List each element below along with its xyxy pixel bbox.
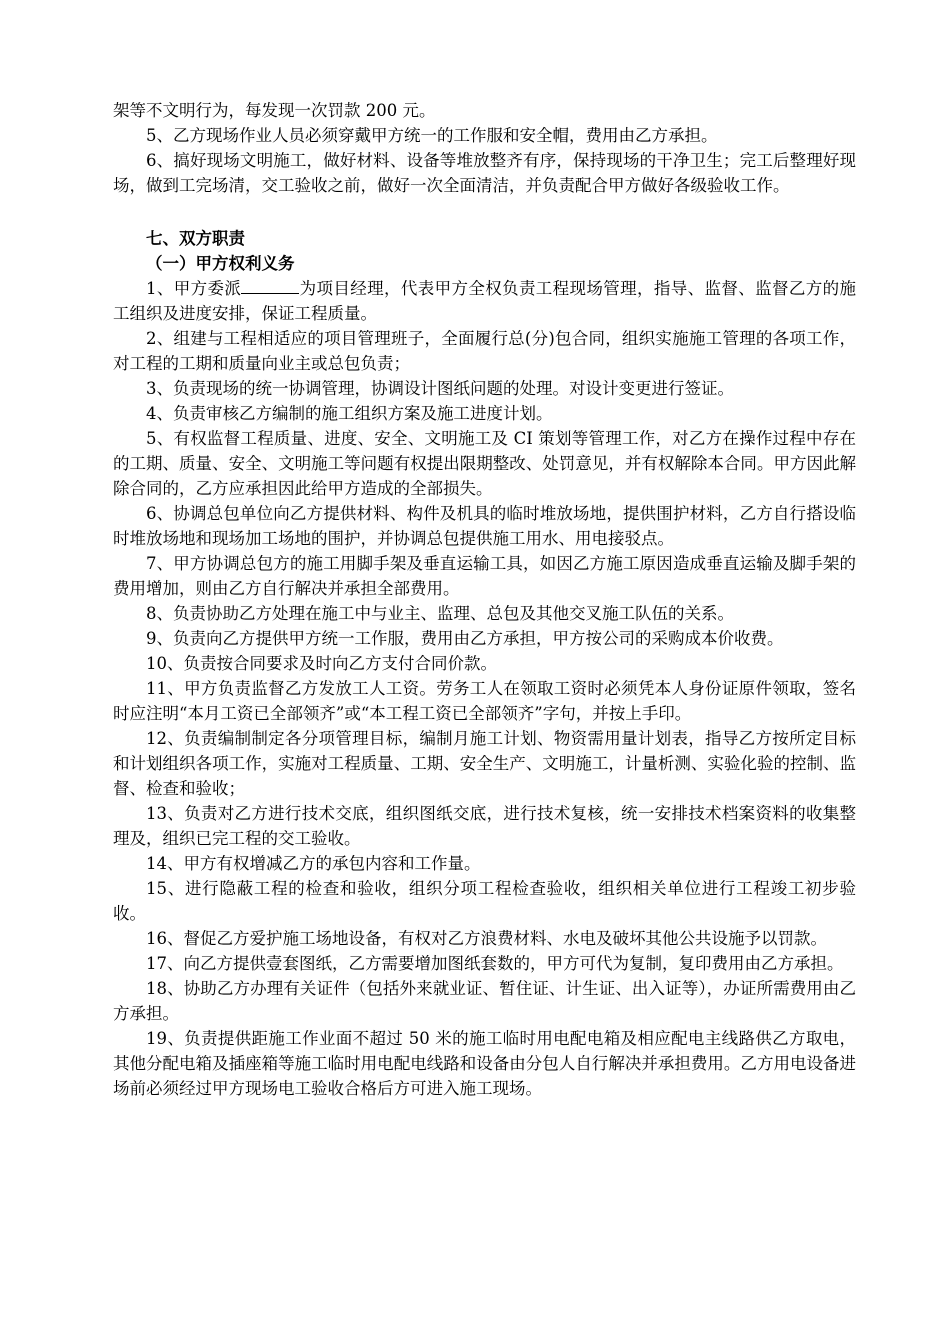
intro-paragraph: 架等不文明行为，每发现一次罚款 200 元。 <box>113 101 436 120</box>
intro-paragraph: 6、搞好现场文明施工，做好材料、设备等堆放整齐有序，保持现场的干净卫生；完工后整理好现场，做到工完场清，交工验收之前，做好一次全面清洁，并负责配合甲方做好各级验收工作。 <box>113 151 856 195</box>
item1-suffix: 为项目经理，代表甲方全权负责工程现场管理，指导、监督、监督乙方的施工组织及进度安排，保证工程质量。 <box>113 279 857 323</box>
item-paragraph: 7、甲方协调总包方的施工用脚手架及垂直运输工具，如因乙方施工原因造成垂直运输及脚手架的费用增加，则由乙方自行解决并承担全部费用。 <box>113 554 856 598</box>
item-paragraph: 8、负责协助乙方处理在施工中与业主、监理、总包及其他交叉施工队伍的关系。 <box>146 604 734 623</box>
item-paragraph: 16、督促乙方爱护施工场地设备，有权对乙方浪费材料、水电及破坏其他公共设施予以罚款。 <box>146 929 827 948</box>
item1-prefix: 1、甲方委派 <box>146 279 242 298</box>
item-paragraph: 18、协助乙方办理有关证件（包括外来就业证、暂住证、计生证、出入证等），办证所需费用由乙方承担。 <box>113 979 856 1023</box>
item-paragraph: 3、负责现场的统一协调管理，协调设计图纸问题的处理。对设计变更进行签证。 <box>146 379 734 398</box>
item-paragraph: 19、负责提供距施工作业面不超过 50 米的施工临时用电配电箱及相应配电主线路供乙方取电，其他分配电箱及插座箱等施工临时用电配电线路和设备由分包人自行解决并承担费用。乙方用电设备进场前必须经过甲方现场电工验收合格后方可进入施工现场。 <box>113 1029 856 1098</box>
blank-underline <box>241 278 299 294</box>
item-paragraph: 6、协调总包单位向乙方提供材料、构件及机具的临时堆放场地，提供围护材料，乙方自行搭设临时堆放场地和现场加工场地的围护，并协调总包提供施工用水、用电接驳点。 <box>113 504 856 548</box>
section-title: 七、双方职责 <box>146 229 245 248</box>
item-paragraph: 9、负责向乙方提供甲方统一工作服，费用由乙方承担，甲方按公司的采购成本价收费。 <box>146 629 784 648</box>
subsection-title: （一）甲方权利义务 <box>146 254 295 273</box>
item-paragraph: 4、负责审核乙方编制的施工组织方案及施工进度计划。 <box>146 404 553 423</box>
document-page <box>113 98 856 1101</box>
item-paragraph: 5、有权监督工程质量、进度、安全、文明施工及 CI 策划等管理工作，对乙方在操作过程中存在的工期、质量、安全、文明施工等问题有权提出限期整改、处罚意见，并有权解除本合同。甲方因此解除合同的，乙方应承担因此给甲方造成的全部损失。 <box>113 429 856 498</box>
item-paragraph: 10、负责按合同要求及时向乙方支付合同价款。 <box>146 654 497 673</box>
intro-paragraph: 5、乙方现场作业人员必须穿戴甲方统一的工作服和安全帽，费用由乙方承担。 <box>146 126 718 145</box>
item-paragraph: 17、向乙方提供壹套图纸，乙方需要增加图纸套数的，甲方可代为复制，复印费用由乙方承担。 <box>146 954 844 973</box>
item-paragraph: 13、负责对乙方进行技术交底，组织图纸交底，进行技术复核，统一安排技术档案资料的收集整理及，组织已完工程的交工验收。 <box>113 804 856 848</box>
item-paragraph: 12、负责编制制定各分项管理目标，编制月施工计划、物资需用量计划表，指导乙方按所定目标和计划组织各项工作，实施对工程质量、工期、安全生产、文明施工，计量析测、实验化验的控制、监督、检查和验收； <box>113 729 856 798</box>
item-paragraph: 11、甲方负责监督乙方发放工人工资。劳务工人在领取工资时必须凭本人身份证原件领取，签名时应注明“本月工资已全部领齐”或“本工程工资已全部领齐”字句，并按上手印。 <box>113 679 856 723</box>
item-paragraph: 14、甲方有权增减乙方的承包内容和工作量。 <box>146 854 481 873</box>
item-paragraph-1 <box>113 276 856 326</box>
item-paragraph: 15、进行隐蔽工程的检查和验收，组织分项工程检查验收，组织相关单位进行工程竣工初步验收。 <box>113 879 856 923</box>
item-paragraph: 2、组建与工程相适应的项目管理班子，全面履行总(分)包合同，组织实施施工管理的各项工作，对工程的工期和质量向业主或总包负责； <box>113 329 856 373</box>
